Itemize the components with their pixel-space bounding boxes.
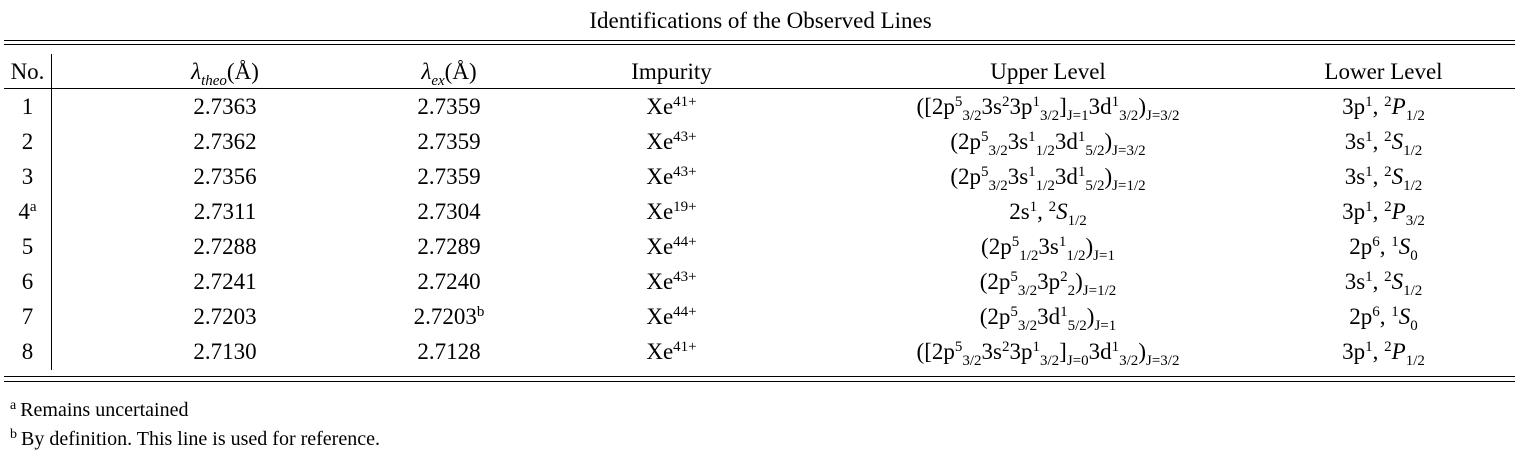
lambda-theo-value: 2.7241 bbox=[193, 269, 257, 294]
lambda-ex-value: 2.7359 bbox=[417, 94, 481, 119]
upper-level-config: $([2p^5_{3/2}3s^23p^1_{3/2}]_{J=1}3d^1_{3/2})_{J=3/2}$ bbox=[916, 94, 1180, 124]
header-lambda-theo: $\lambda_{theo}(Å)$ bbox=[191, 59, 259, 89]
table-row bbox=[4, 89, 1515, 124]
row-number: 3 bbox=[21, 164, 34, 189]
upper-level-config: $(2p^5_{3/2}3d^1_{5/2})_{J=1}$ bbox=[979, 304, 1117, 334]
row-number: 8 bbox=[21, 339, 34, 364]
upper-level-config: $(2p^5_{3/2}3s^1_{1/2}3d^1_{5/2})_{J=1/2}$ bbox=[950, 164, 1146, 194]
footnote-b: $^b$ By definition. This line is used for reference. bbox=[10, 427, 380, 450]
lambda-ex-value: 2.7240 bbox=[417, 269, 481, 294]
top-double-rule-1 bbox=[4, 40, 1515, 41]
impurity-ion: $Xe^{41+}$ bbox=[646, 339, 697, 364]
impurity-ion: $Xe^{19+}$ bbox=[646, 199, 697, 224]
impurity-ion: $Xe^{44+}$ bbox=[646, 234, 697, 259]
header-lambda-ex: $\lambda_{ex}(Å)$ bbox=[421, 59, 477, 89]
footnotes bbox=[10, 396, 380, 454]
row-number: 7 bbox=[21, 304, 34, 329]
row-number: 1 bbox=[21, 94, 34, 119]
lambda-theo-value: 2.7203 bbox=[193, 304, 257, 329]
table-row bbox=[4, 124, 1515, 159]
upper-level-config: $(2p^5_{3/2}3p^2_2)_{J=1/2}$ bbox=[979, 269, 1117, 299]
row-number: 2 bbox=[21, 129, 34, 154]
impurity-ion: $Xe^{44+}$ bbox=[646, 304, 697, 329]
lower-level-term: $3s^1$, $^2S_{1/2}$ bbox=[1344, 129, 1423, 159]
row-number: 4$^a$ bbox=[18, 199, 37, 224]
table-caption: Identifications of the Observed Lines bbox=[589, 8, 932, 33]
upper-level-config: $2s^1$, $^2S_{1/2}$ bbox=[1009, 199, 1087, 229]
line-identification-table bbox=[4, 54, 1515, 369]
bottom-double-rule-1 bbox=[4, 376, 1515, 377]
table-row bbox=[4, 334, 1515, 369]
lambda-ex-value: 2.7304 bbox=[417, 199, 481, 224]
lambda-theo-value: 2.7130 bbox=[193, 339, 257, 364]
header-upper-level: Upper Level bbox=[990, 59, 1106, 84]
lower-level-term: $3s^1$, $^2S_{1/2}$ bbox=[1344, 164, 1423, 194]
bottom-double-rule-2 bbox=[4, 381, 1515, 382]
footnote-a: $^a$ Remains uncertained bbox=[10, 398, 189, 421]
lower-level-term: $2p^6$, $^1S_0$ bbox=[1349, 304, 1418, 334]
lambda-theo-value: 2.7288 bbox=[193, 234, 257, 259]
lower-level-term: $3p^1$, $^2P_{1/2}$ bbox=[1342, 339, 1425, 369]
lambda-theo-value: 2.7363 bbox=[193, 94, 257, 119]
lower-level-term: $3p^1$, $^2P_{3/2}$ bbox=[1342, 199, 1425, 229]
upper-level-config: $(2p^5_{3/2}3s^1_{1/2}3d^1_{5/2})_{J=3/2}$ bbox=[950, 129, 1146, 159]
header-row bbox=[4, 54, 1515, 89]
lambda-ex-value: 2.7203$^b$ bbox=[413, 304, 485, 329]
table-row bbox=[4, 159, 1515, 194]
lower-level-term: $2p^6$, $^1S_0$ bbox=[1349, 234, 1418, 264]
row-number: 5 bbox=[21, 234, 34, 259]
lambda-ex-value: 2.7128 bbox=[417, 339, 481, 364]
lambda-theo-value: 2.7311 bbox=[193, 199, 257, 224]
impurity-ion: $Xe^{43+}$ bbox=[646, 269, 697, 294]
impurity-ion: $Xe^{41+}$ bbox=[646, 94, 697, 119]
table-row bbox=[4, 299, 1515, 334]
header-no: No. bbox=[10, 59, 45, 84]
header-lower-level: Lower Level bbox=[1324, 59, 1443, 84]
header-impurity: Impurity bbox=[631, 59, 712, 84]
lambda-theo-value: 2.7362 bbox=[193, 129, 257, 154]
row-number: 6 bbox=[21, 269, 34, 294]
lambda-ex-value: 2.7289 bbox=[417, 234, 481, 259]
lambda-theo-value: 2.7356 bbox=[193, 164, 257, 189]
upper-level-config: $(2p^5_{1/2}3s^1_{1/2})_{J=1}$ bbox=[981, 234, 1115, 264]
lambda-ex-value: 2.7359 bbox=[417, 164, 481, 189]
lower-level-term: $3s^1$, $^2S_{1/2}$ bbox=[1344, 269, 1423, 299]
impurity-ion: $Xe^{43+}$ bbox=[646, 164, 697, 189]
impurity-ion: $Xe^{43+}$ bbox=[646, 129, 697, 154]
table-row bbox=[4, 229, 1515, 264]
lower-level-term: $3p^1$, $^2P_{1/2}$ bbox=[1342, 94, 1425, 124]
top-double-rule-2 bbox=[4, 44, 1515, 45]
upper-level-config: $([2p^5_{3/2}3s^23p^1_{3/2}]_{J=0}3d^1_{3/2})_{J=3/2}$ bbox=[916, 339, 1180, 369]
lambda-ex-value: 2.7359 bbox=[417, 129, 481, 154]
table-row bbox=[4, 194, 1515, 229]
table-row bbox=[4, 264, 1515, 299]
